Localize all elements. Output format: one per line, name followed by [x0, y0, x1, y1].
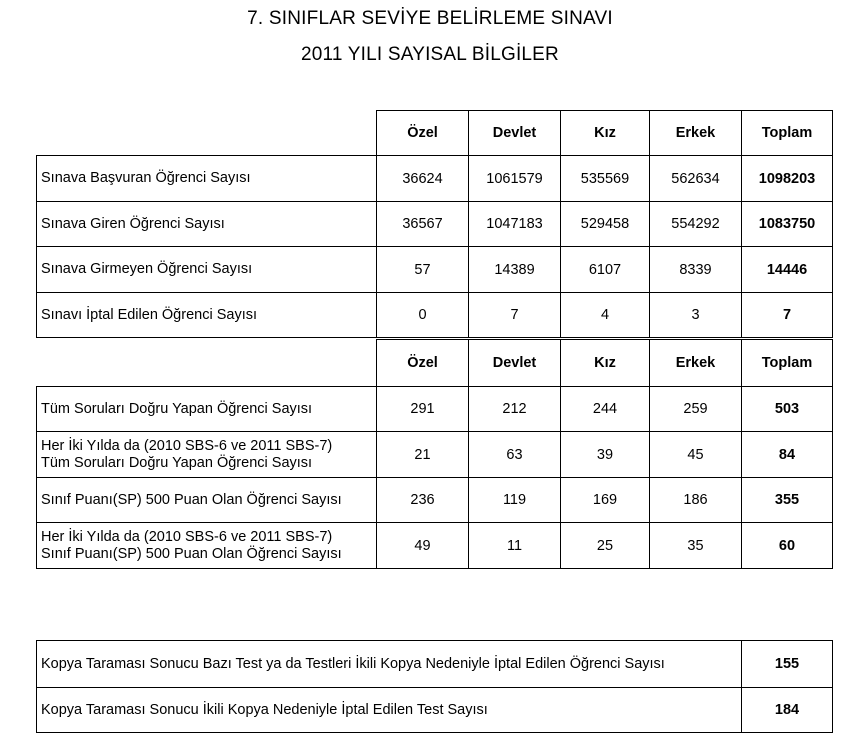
row-label: Sınava Giren Öğrenci Sayısı — [37, 202, 377, 247]
cell-kiz: 169 — [561, 478, 650, 523]
cell-devlet: 1061579 — [469, 156, 561, 202]
row-label-line2: Sınıf Puanı(SP) 500 Puan Olan Öğrenci Sayısı — [41, 545, 342, 562]
row-label-line1: Tüm Soruları Doğru Yapan Öğrenci Sayısı — [41, 400, 313, 417]
cell-ozel: 49 — [377, 523, 469, 569]
table-row — [37, 202, 833, 247]
header-blank-cell — [37, 340, 377, 387]
cell-devlet: 1047183 — [469, 202, 561, 247]
table-row — [37, 478, 833, 523]
cell-erkek: 35 — [650, 523, 742, 569]
row-label — [37, 478, 377, 523]
cell-devlet: 7 — [469, 293, 561, 338]
cell-erkek: 554292 — [650, 202, 742, 247]
column-header-kiz: Kız — [561, 111, 650, 156]
perfect-score-stats-table — [36, 339, 833, 569]
cell-toplam: 14446 — [742, 247, 833, 293]
table-row — [37, 156, 833, 202]
cell-toplam: 1083750 — [742, 202, 833, 247]
row-label-line1: Sınıf Puanı(SP) 500 Puan Olan Öğrenci Sayısı — [41, 491, 342, 508]
cell-ozel: 36567 — [377, 202, 469, 247]
row-label: Kopya Taraması Sonucu Bazı Test ya da Testleri İkili Kopya Nedeniyle İptal Edilen Öğrenci Sayısı — [37, 641, 742, 688]
column-header-ozel: Özel — [377, 111, 469, 156]
column-header-kiz: Kız — [561, 340, 650, 387]
cell-kiz: 244 — [561, 387, 650, 432]
header-blank-cell — [37, 111, 377, 156]
column-header-toplam: Toplam — [742, 340, 833, 387]
cell-kiz: 529458 — [561, 202, 650, 247]
cell-devlet: 212 — [469, 387, 561, 432]
row-label-line2: Tüm Soruları Doğru Yapan Öğrenci Sayısı — [41, 454, 313, 471]
cell-toplam: 1098203 — [742, 156, 833, 202]
cell-toplam: 7 — [742, 293, 833, 338]
cell-ozel: 236 — [377, 478, 469, 523]
column-header-erkek: Erkek — [650, 340, 742, 387]
cell-ozel: 57 — [377, 247, 469, 293]
cell-erkek: 259 — [650, 387, 742, 432]
application-stats-table — [36, 110, 833, 338]
cell-devlet: 63 — [469, 432, 561, 478]
cell-devlet: 14389 — [469, 247, 561, 293]
cell-devlet: 11 — [469, 523, 561, 569]
cell-erkek: 562634 — [650, 156, 742, 202]
cell-toplam: 503 — [742, 387, 833, 432]
cell-toplam: 84 — [742, 432, 833, 478]
cell-ozel: 291 — [377, 387, 469, 432]
cell-devlet: 119 — [469, 478, 561, 523]
table-row — [37, 688, 833, 733]
cell-ozel: 36624 — [377, 156, 469, 202]
table-row — [37, 432, 833, 478]
column-header-toplam: Toplam — [742, 111, 833, 156]
row-label: Sınava Girmeyen Öğrenci Sayısı — [37, 247, 377, 293]
cell-toplam: 60 — [742, 523, 833, 569]
table-row — [37, 247, 833, 293]
cell-value: 184 — [742, 688, 833, 733]
row-label-line1: Her İki Yılda da (2010 SBS-6 ve 2011 SBS-7) — [41, 528, 333, 545]
cell-kiz: 4 — [561, 293, 650, 338]
row-label: Kopya Taraması Sonucu İkili Kopya Nedeniyle İptal Edilen Test Sayısı — [37, 688, 742, 733]
cell-kiz: 535569 — [561, 156, 650, 202]
table-row — [37, 641, 833, 688]
cell-erkek: 186 — [650, 478, 742, 523]
page-title: 7. SINIFLAR SEVİYE BELİRLEME SINAVI — [247, 8, 613, 29]
cell-value: 155 — [742, 641, 833, 688]
cell-erkek: 3 — [650, 293, 742, 338]
cell-kiz: 25 — [561, 523, 650, 569]
row-label: Sınavı İptal Edilen Öğrenci Sayısı — [37, 293, 377, 338]
column-header-devlet: Devlet — [469, 340, 561, 387]
cell-ozel: 0 — [377, 293, 469, 338]
column-header-erkek: Erkek — [650, 111, 742, 156]
copy-scan-stats-table — [36, 640, 833, 733]
table-row — [37, 387, 833, 432]
row-label — [37, 387, 377, 432]
row-label — [37, 523, 377, 569]
cell-kiz: 39 — [561, 432, 650, 478]
table-row — [37, 293, 833, 338]
row-label: Sınava Başvuran Öğrenci Sayısı — [37, 156, 377, 202]
cell-erkek: 45 — [650, 432, 742, 478]
column-header-ozel: Özel — [377, 340, 469, 387]
row-label-line1: Her İki Yılda da (2010 SBS-6 ve 2011 SBS-7) — [41, 437, 333, 454]
page-subtitle: 2011 YILI SAYISAL BİLGİLER — [301, 44, 559, 65]
cell-toplam: 355 — [742, 478, 833, 523]
row-label — [37, 432, 377, 478]
cell-erkek: 8339 — [650, 247, 742, 293]
column-header-devlet: Devlet — [469, 111, 561, 156]
cell-kiz: 6107 — [561, 247, 650, 293]
cell-ozel: 21 — [377, 432, 469, 478]
table-row — [37, 523, 833, 569]
